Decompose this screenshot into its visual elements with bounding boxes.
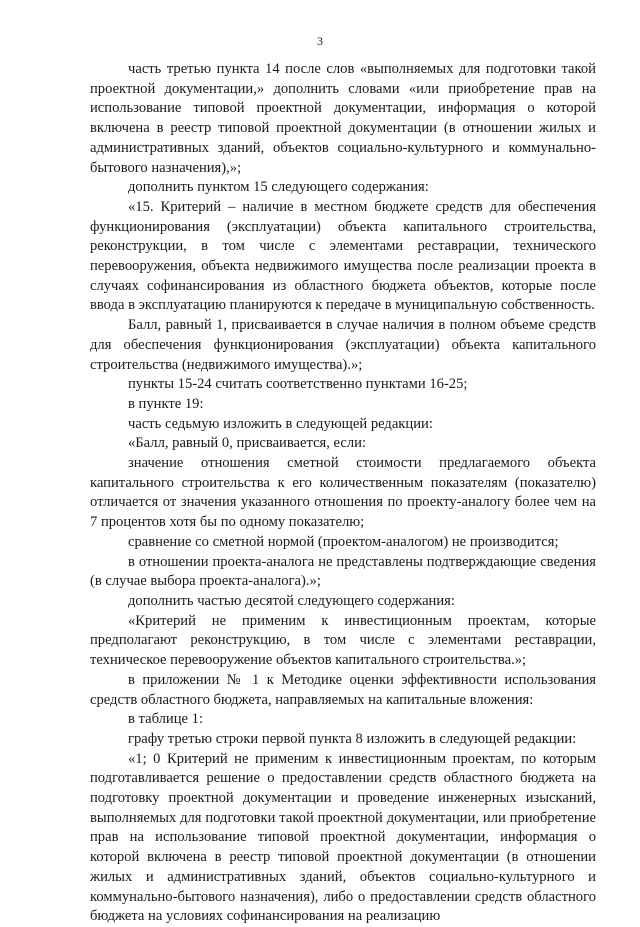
paragraph-6: в пункте 19: bbox=[128, 395, 204, 412]
document-body bbox=[90, 60, 596, 927]
paragraph-14: в приложении № 1 к Методике оценки эффективности использования средств областного бюджета, направляемых на капитальные вложения: bbox=[90, 671, 596, 708]
paragraph-5: пункты 15-24 считать соответственно пунктами 16-25; bbox=[128, 376, 468, 393]
paragraph-8: «Балл, равный 0, присваивается, если: bbox=[128, 435, 367, 452]
paragraph-3: «15. Критерий – наличие в местном бюджете средств для обеспечения функционирования (эксплуатации) объекта капитального строительства, реконструкции, в том числе с элементами реставрации, технического перевооружения, объекта недвижимого имущества после реализации проекта в случаях софинансирования из областного бюджета объектов, которые после ввода в эксплуатацию планируются к передаче в муниципальную собственность. bbox=[90, 198, 596, 314]
paragraph-1: часть третью пункта 14 после слов «выполняемых для подготовки такой проектной документации,» дополнить словами «или приобретение прав на использование типовой проектной документации, информация о которой включена в реестр типовой проектной документации (в отношении жилых и административных зданий, объектов социально-культурного и коммунально-бытового назначения),»; bbox=[90, 61, 596, 176]
paragraph-2: дополнить пунктом 15 следующего содержания: bbox=[128, 179, 429, 196]
paragraph-15: в таблице 1: bbox=[128, 711, 204, 728]
paragraph-7: часть седьмую изложить в следующей редакции: bbox=[128, 415, 433, 432]
page-number: 3 bbox=[317, 34, 323, 48]
paragraph-16: графу третью строки первой пункта 8 изложить в следующей редакции: bbox=[128, 730, 577, 747]
paragraph-17: «1; 0 Критерий не применим к инвестиционным проектам, по которым подготавливается решение о предоставлении средств областного бюджета на подготовку проектной документации и проведение инженерных изысканий, выполняемых для подготовки такой проектной документации, или приобретение прав на использование типовой проектной документации, информация о которой включена в реестр типовой проектной документации (в отношении жилых и административных зданий, объектов социально-культурного и коммунально-бытового назначения), либо о предоставлении средств областного бюджета на условиях софинансирования на реализацию bbox=[90, 750, 596, 925]
paragraph-4: Балл, равный 1, присваивается в случае наличия в полном объеме средств для обеспечения функционирования (эксплуатации) объекта капитального строительства (недвижимого имущества).»; bbox=[90, 317, 596, 373]
paragraph-10: сравнение со сметной нормой (проектом-аналогом) не производится; bbox=[128, 533, 559, 550]
paragraph-13: «Критерий не применим к инвестиционным проектам, которые предполагают реконструкцию, в том числе с элементами реставрации, техническое перевооружение объектов капитального строительства.»; bbox=[90, 612, 596, 669]
paragraph-12: дополнить частью десятой следующего содержания: bbox=[128, 592, 455, 609]
paragraph-9: значение отношения сметной стоимости предлагаемого объекта капитального строительства к его количественным показателям (показателю) отличается от значения указанного отношения по проекту-аналогу более чем на 7 процентов хотя бы по одному показателю; bbox=[90, 455, 596, 531]
paragraph-11: в отношении проекта-аналога не представлены подтверждающие сведения (в случае выбора проекта-аналога).»; bbox=[90, 553, 596, 590]
